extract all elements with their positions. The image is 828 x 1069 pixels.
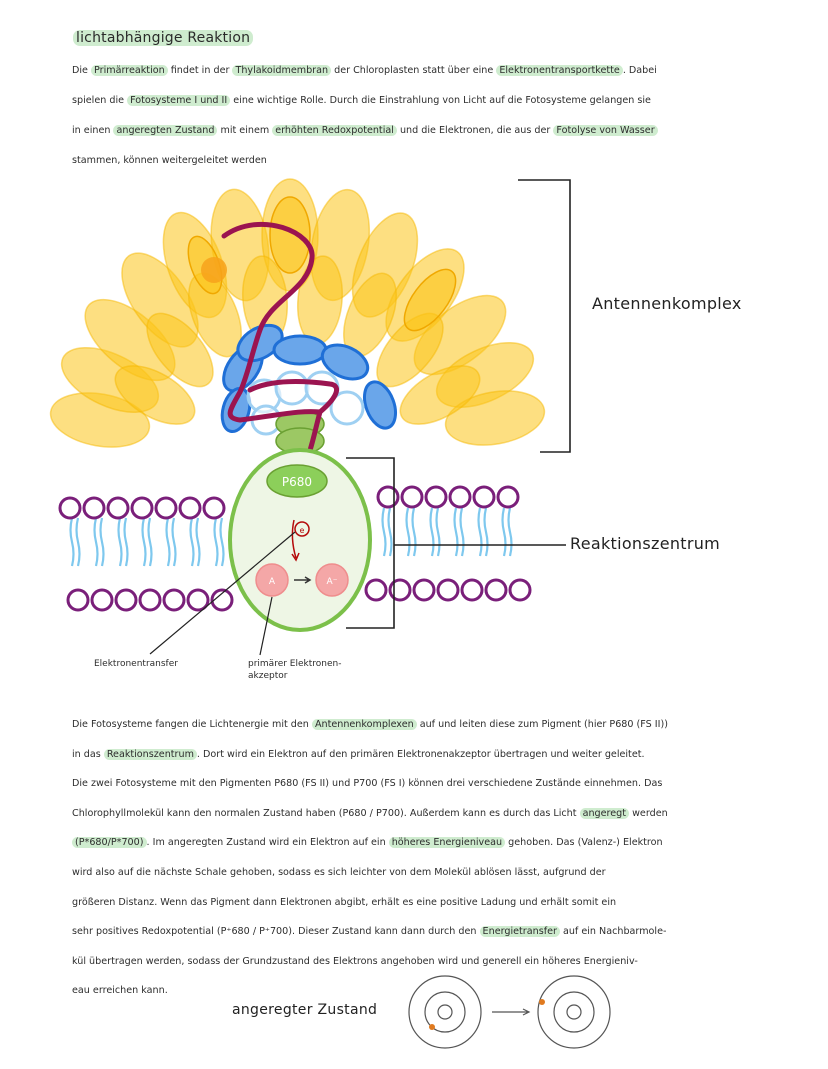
body-line-4: Chlorophyllmolekül kann den normalen Zustand haben (P680 / P700). Außerdem kann es durch das Licht angeregt werden — [72, 807, 668, 819]
svg-text:e: e — [299, 526, 305, 535]
svg-text:A: A — [268, 577, 276, 587]
antenna-complex-label: Antennenkomplex — [592, 294, 742, 313]
page-title: lichtabhängige Reaktion — [73, 30, 253, 46]
intro-line-3: in einen angeregten Zustand mit einem erhöhten Redoxpotential und die Elektronen, die aus der Fotolyse von Wasser — [72, 116, 762, 146]
body-line-7: größeren Distanz. Wenn das Pigment dann Elektronen abgibt, erhält es eine positive Ladung und erhält somit ein — [72, 896, 617, 908]
body-line-2: in das Reaktionszentrum . Dort wird ein Elektron auf den primären Elektronenakzeptor übertragen und weiter geleitet. — [72, 748, 645, 760]
p680-label: P680 — [281, 475, 313, 489]
excited-state-label: angeregter Zustand — [232, 1002, 378, 1018]
primary-acceptor-label: primärer Elektronen- akzeptor — [248, 659, 342, 681]
body-line-6: wird also auf die nächste Schale gehoben, sodass es sich leichter von dem Molekül ablösen lässt, aufgrund der — [72, 866, 606, 878]
body-line-5: (P*680/P*700) . Im angeregten Zustand wird ein Elektron auf ein höheres Energieniveau gehoben. Das (Valenz-) Elektron — [72, 828, 762, 858]
state-arrow-icon — [492, 1009, 529, 1015]
body-line-3: Die zwei Fotosysteme mit den Pigmenten P680 (FS II) und P700 (FS I) können drei verschiedene Zustände einnehmen. Das — [72, 778, 663, 790]
body-line-10: eau erreichen kann. — [72, 985, 168, 997]
body-line-8: sehr positives Redoxpotential (P⁺680 / P⁺700). Dieser Zustand kann dann durch den Energietransfer auf ein Nachbarmole- — [72, 926, 667, 938]
intro-line-2: spielen die Fotosysteme I und II eine wichtige Rolle. Durch die Einstrahlung von Licht auf die Fotosysteme gelangen sie — [72, 95, 651, 106]
electron-ground-icon — [429, 1024, 435, 1030]
membrane-left — [60, 498, 232, 610]
svg-text:A⁻: A⁻ — [326, 577, 338, 587]
membrane-right — [366, 487, 530, 600]
body-line-1: Die Fotosysteme fangen die Lichtenergie mit den Antennenkomplexen auf und leiten diese zum Pigment (hier P680 (FS II)) — [72, 719, 668, 730]
electron-transfer-label: Elektronentransfer — [94, 659, 178, 669]
intro-line-4: stammen, können weitergeleitet werden — [72, 155, 267, 166]
body-paragraph — [72, 710, 762, 1006]
reaction-center-label: Reaktionszentrum — [570, 534, 721, 553]
body-line-9: kül übertragen werden, sodass der Grundzustand des Elektrons angehoben wird und generell ein höheres Energieniv- — [72, 955, 638, 967]
intro-line-1: Die Primärreaktion findet in der Thylakoidmembran der Chloroplasten statt über eine Elektronentransportkette . Dabei — [72, 65, 657, 76]
